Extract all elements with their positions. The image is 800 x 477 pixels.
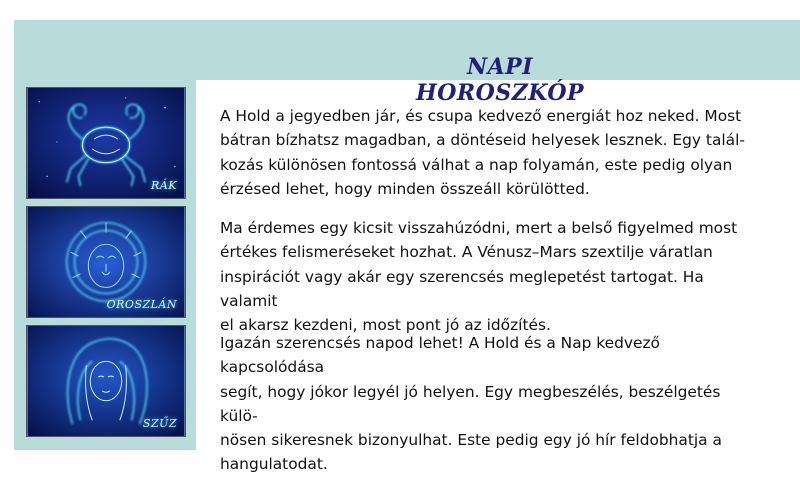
text-line: bátran bízhatsz magadban, a döntéseid helyesek lesznek. Egy talál- [220, 131, 745, 150]
sign-label: SZŰZ [142, 417, 177, 430]
sign-card-rak [26, 87, 186, 199]
horoscope-text-szuz [220, 331, 760, 477]
sign-label: RÁK [151, 179, 177, 192]
text-line: érzésed lehet, hogy minden összeáll körülötted. [220, 179, 590, 198]
text-line: Ma érdemes egy kicsit visszahúzódni, mert a belső figyelmed most [220, 219, 738, 237]
text-line: hangulatodat. [220, 455, 328, 474]
horoscope-text-oroszlan [220, 216, 760, 337]
sign-label: OROSZLÁN [106, 298, 177, 311]
horoscope-text-rak [220, 104, 760, 201]
sign-card-szuz [26, 325, 186, 437]
text-line: nösen sikeresnek bizonyulhat. Este pedig egy jó hír feldobhatja a [220, 431, 722, 450]
text-line: Igazán szerencsés napod lehet! A Hold és a Nap kedvező kapcsolódása [220, 334, 660, 377]
text-line: segít, hogy jókor legyél jó helyen. Egy megbeszélés, beszélgetés külö- [220, 382, 721, 425]
text-line: kozás különösen fontossá válhat a nap folyamán, este pedig olyan [220, 155, 733, 174]
sign-card-oroszlan [26, 206, 186, 318]
page-title: NAPI HOROSZKÓP [415, 54, 585, 106]
text-line: értékes felismeréseket hozhat. A Vénusz–Mars szextilje váratlan [220, 243, 713, 262]
text-line: el akarsz kezdeni, most pont jó az időzítés. [220, 316, 551, 335]
text-line: inspirációt vagy akár egy szerencsés meglepetést tartogat. Ha valamit [220, 267, 704, 310]
text-line: A Hold a jegyedben jár, és csupa kedvező energiát hoz neked. Most [220, 107, 742, 125]
